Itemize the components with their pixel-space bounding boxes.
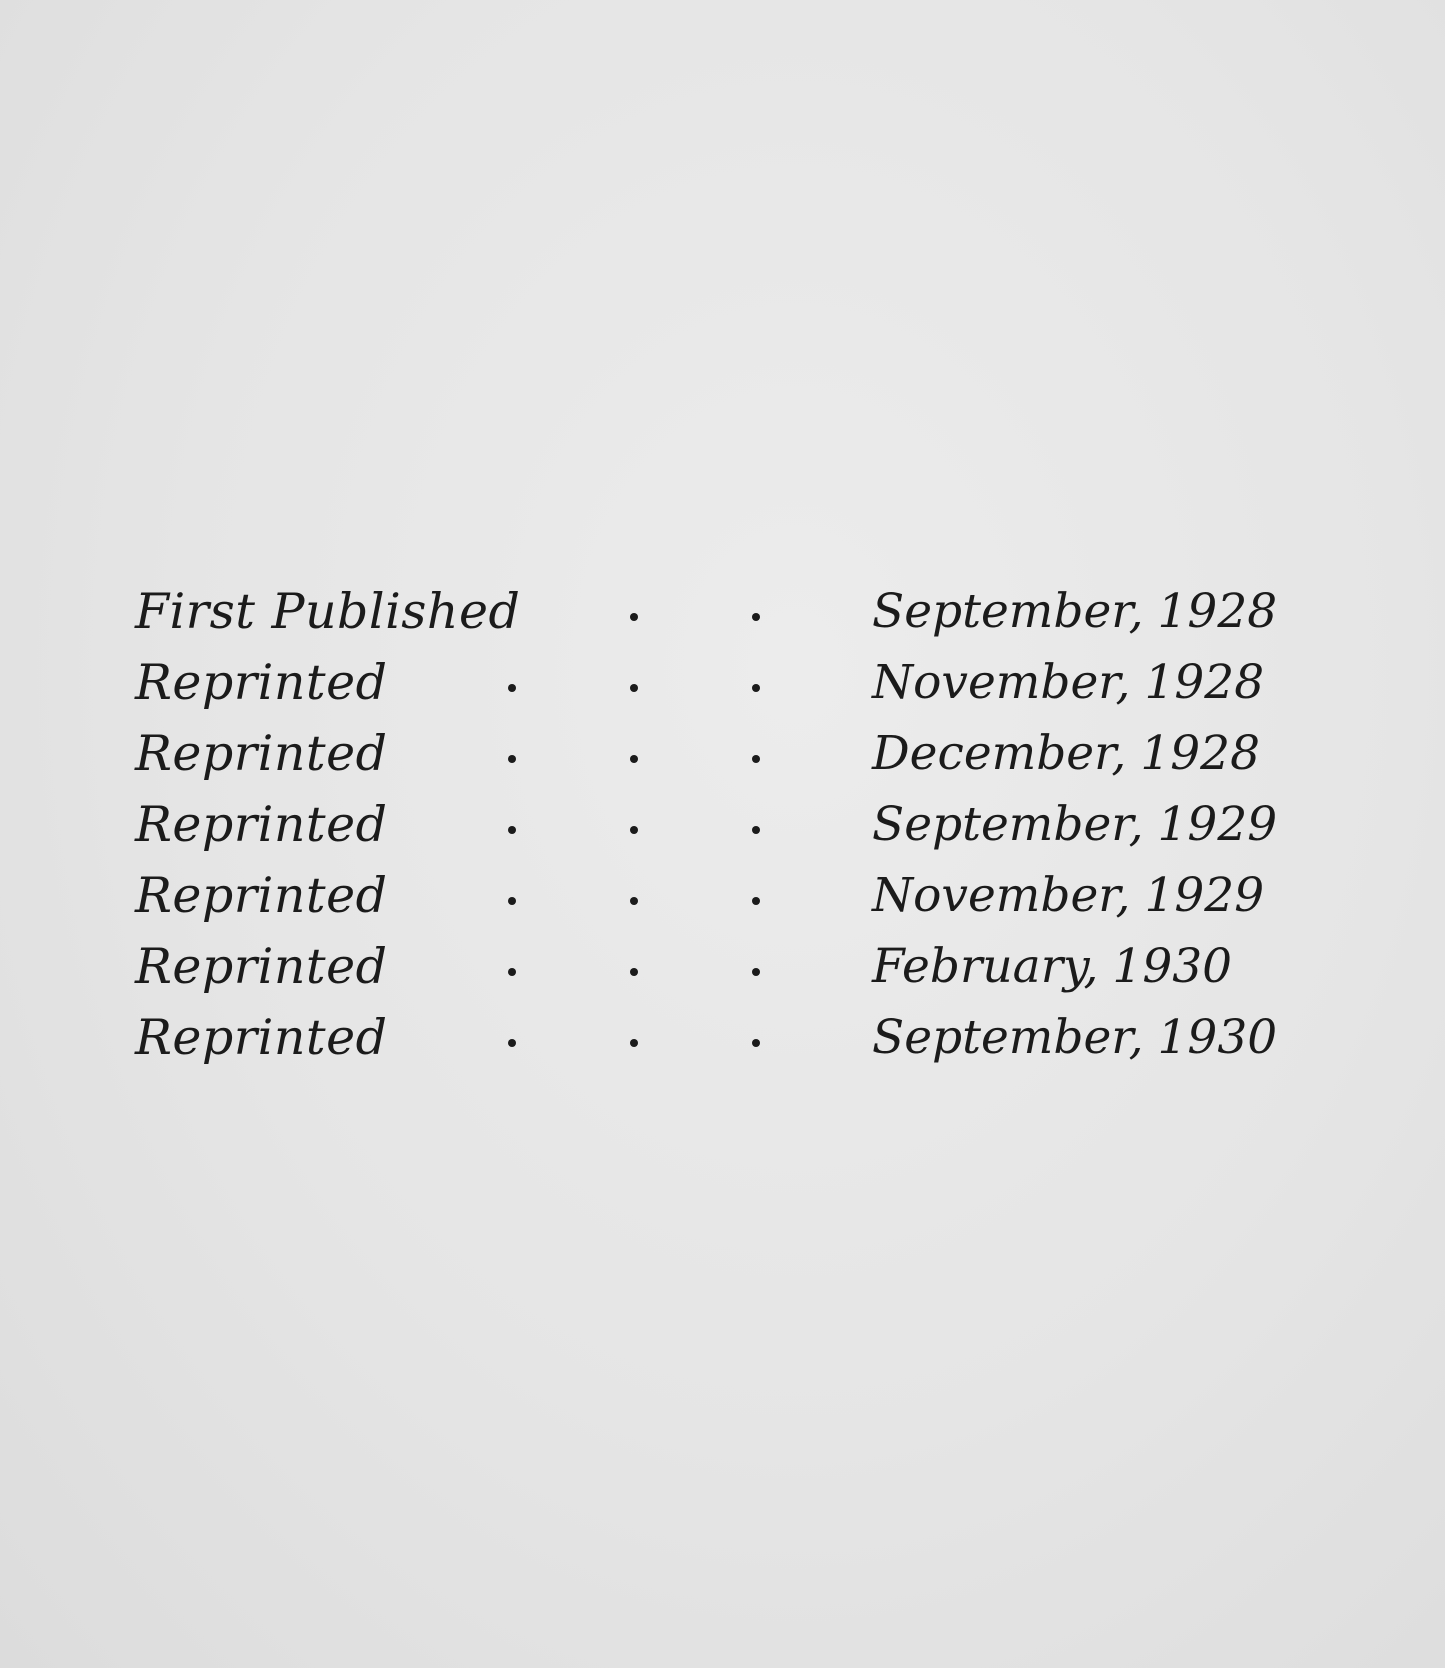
imprint-row [0, 788, 1445, 861]
leader-dots [470, 859, 790, 932]
imprint-year: 1930 [1112, 939, 1233, 994]
printing-history [0, 575, 1445, 1075]
imprint-year: 1928 [1144, 655, 1265, 710]
leader-dot [752, 1039, 760, 1047]
imprint-row [0, 717, 1445, 790]
imprint-year: 1928 [1140, 726, 1260, 781]
imprint-date [872, 788, 1277, 861]
imprint-date [872, 646, 1264, 719]
leader-dots [470, 717, 790, 790]
imprint-label: Reprinted [135, 1009, 388, 1066]
imprint-month: September, [872, 1010, 1144, 1065]
imprint-row [0, 1001, 1445, 1074]
imprint-month: November, [872, 868, 1131, 923]
imprint-month: September, [872, 797, 1144, 852]
imprint-year: 1928 [1157, 584, 1278, 639]
imprint-date [872, 717, 1260, 790]
leader-dot [508, 684, 516, 692]
imprint-label: Reprinted [135, 867, 388, 924]
imprint-month: September, [872, 584, 1144, 639]
imprint-label: First Published [135, 583, 521, 640]
leader-dot [630, 684, 638, 692]
leader-dot [752, 968, 760, 976]
leader-dot [508, 826, 516, 834]
imprint-row [0, 930, 1445, 1003]
imprint-month: December, [872, 726, 1127, 781]
leader-dot [508, 1039, 516, 1047]
leader-dot [752, 826, 760, 834]
imprint-label: Reprinted [135, 654, 388, 711]
imprint-month: February, [872, 939, 1099, 994]
leader-dot [752, 755, 760, 763]
leader-dot [630, 968, 638, 976]
imprint-date [872, 1001, 1277, 1074]
imprint-label: Reprinted [135, 938, 388, 995]
leader-dot [630, 897, 638, 905]
imprint-row [0, 646, 1445, 719]
imprint-row [0, 859, 1445, 932]
leader-dot [752, 684, 760, 692]
leader-dots [470, 930, 790, 1003]
leader-dots [470, 1001, 790, 1074]
imprint-date [872, 859, 1264, 932]
imprint-date [872, 930, 1232, 1003]
imprint-label: Reprinted [135, 796, 388, 853]
leader-dot [630, 1039, 638, 1047]
leader-dots [470, 646, 790, 719]
leader-dots [470, 575, 790, 648]
leader-dot [630, 613, 638, 621]
imprint-month: November, [872, 655, 1131, 710]
imprint-row [0, 575, 1445, 648]
leader-dot [508, 968, 516, 976]
imprint-year: 1929 [1157, 797, 1278, 852]
leader-dot [508, 897, 516, 905]
leader-dot [752, 613, 760, 621]
leader-dot [508, 755, 516, 763]
leader-dot [752, 897, 760, 905]
imprint-date [872, 575, 1277, 648]
imprint-year: 1930 [1157, 1010, 1278, 1065]
leader-dot [630, 826, 638, 834]
leader-dots [470, 788, 790, 861]
imprint-label: Reprinted [135, 725, 388, 782]
leader-dot [630, 755, 638, 763]
imprint-year: 1929 [1144, 868, 1265, 923]
